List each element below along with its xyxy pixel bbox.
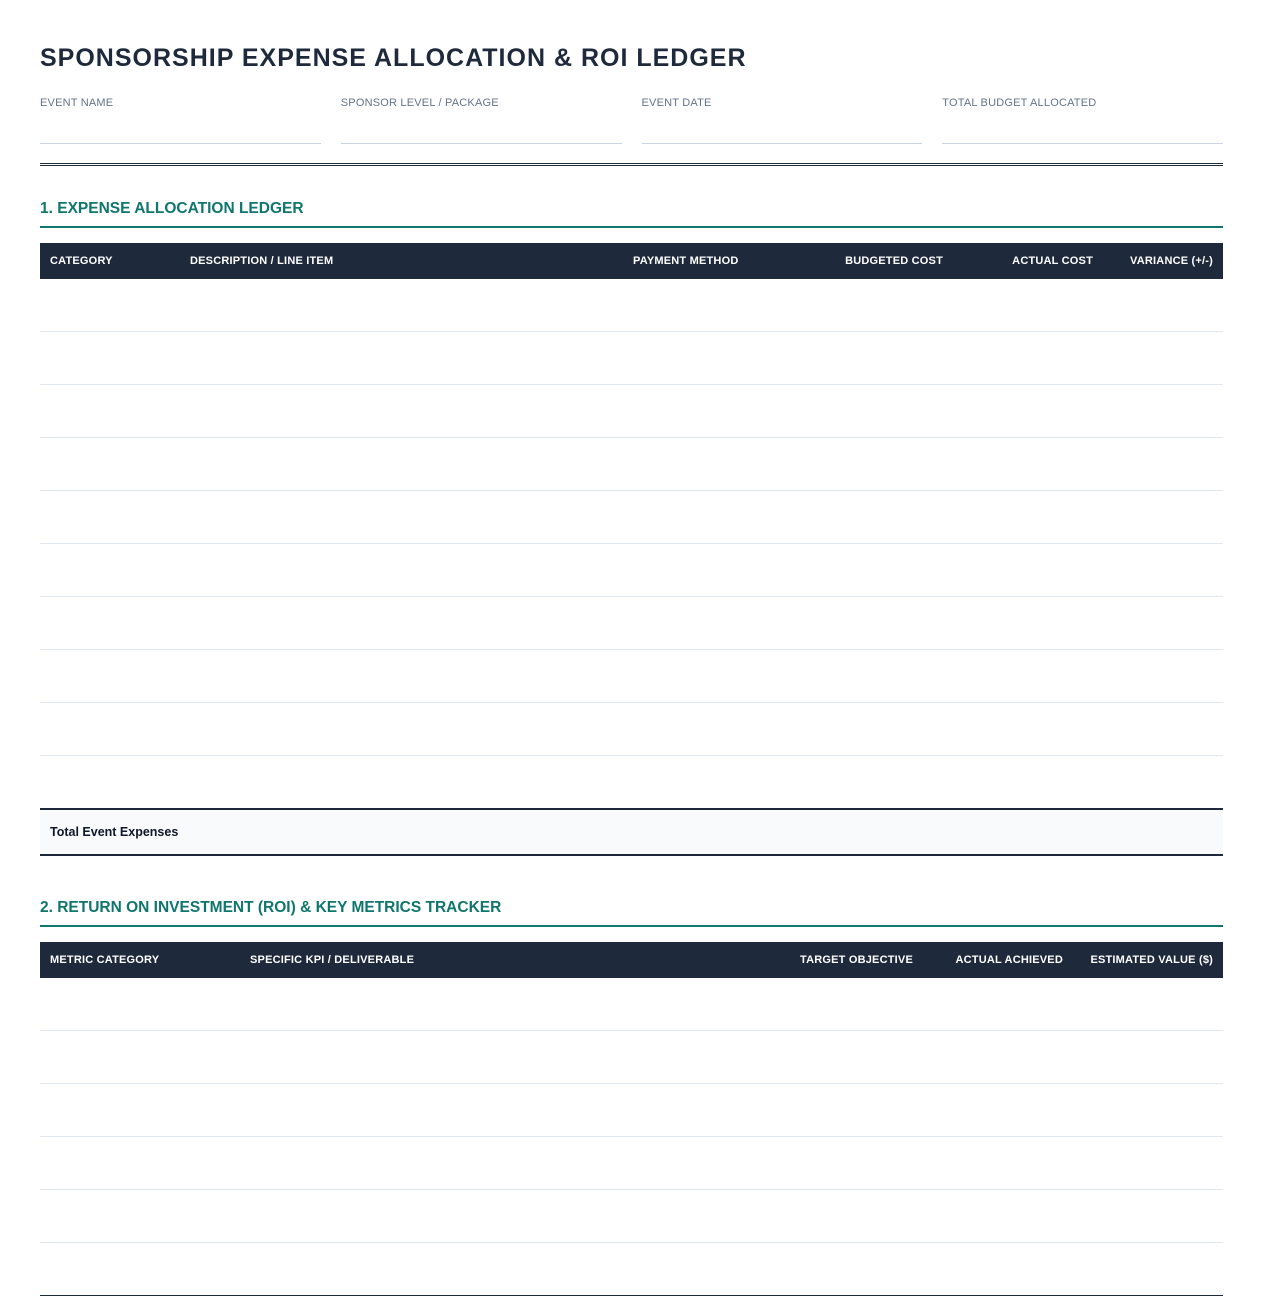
expense-row-cell[interactable] xyxy=(180,332,623,385)
sponsor-level-label: SPONSOR LEVEL / PACKAGE xyxy=(340,97,499,109)
expense-row-cell[interactable] xyxy=(783,332,953,385)
expense-row-cell[interactable] xyxy=(180,279,623,332)
total-budget-field[interactable] xyxy=(942,97,1223,144)
expense-row-cell[interactable] xyxy=(623,491,783,544)
expense-row-cell[interactable] xyxy=(40,597,180,650)
column-header-actual-achieved: ACTUAL ACHIEVED xyxy=(955,954,1063,966)
expense-row-cell[interactable] xyxy=(623,438,783,491)
event-info-row xyxy=(40,97,1223,144)
expense-row-cell[interactable] xyxy=(623,279,783,332)
expense-row xyxy=(40,385,1223,438)
column-header-payment-method: PAYMENT METHOD xyxy=(633,255,739,267)
expense-row-cell[interactable] xyxy=(40,756,180,810)
column-header-description: DESCRIPTION / LINE ITEM xyxy=(190,255,334,267)
expense-row-cell[interactable] xyxy=(1103,703,1223,756)
roi-row-cell[interactable] xyxy=(240,1031,770,1084)
column-header-budgeted-cost: BUDGETED COST xyxy=(845,255,943,267)
expense-row-cell[interactable] xyxy=(1103,438,1223,491)
roi-header-row xyxy=(40,942,1223,978)
roi-row-cell[interactable] xyxy=(770,1243,923,1296)
roi-row-cell[interactable] xyxy=(1073,1084,1223,1137)
expense-row-cell[interactable] xyxy=(783,279,953,332)
header-divider xyxy=(40,163,1223,166)
roi-row-cell[interactable] xyxy=(770,1137,923,1190)
expense-row-cell[interactable] xyxy=(180,756,623,810)
expense-row xyxy=(40,597,1223,650)
expense-row-cell[interactable] xyxy=(783,438,953,491)
page-title: SPONSORSHIP EXPENSE ALLOCATION & ROI LEDGER xyxy=(40,44,747,72)
roi-row-cell[interactable] xyxy=(770,978,923,1031)
expense-row xyxy=(40,544,1223,597)
expense-header-row xyxy=(40,243,1223,279)
expense-row-cell[interactable] xyxy=(783,385,953,438)
expense-row-cell[interactable] xyxy=(953,544,1103,597)
roi-row xyxy=(40,1190,1223,1243)
expense-section-title: 1. EXPENSE ALLOCATION LEDGER xyxy=(40,200,1223,228)
expense-row-cell[interactable] xyxy=(953,438,1103,491)
expense-row xyxy=(40,756,1223,810)
roi-row-cell[interactable] xyxy=(1073,1190,1223,1243)
roi-row-cell[interactable] xyxy=(240,1084,770,1137)
expense-row-cell[interactable] xyxy=(180,597,623,650)
total-expenses-label: Total Event Expenses xyxy=(40,809,1223,855)
expense-row xyxy=(40,332,1223,385)
expense-row xyxy=(40,438,1223,491)
expense-row-cell[interactable] xyxy=(783,597,953,650)
expense-row xyxy=(40,650,1223,703)
expense-row-cell[interactable] xyxy=(783,650,953,703)
roi-row-cell[interactable] xyxy=(240,1243,770,1296)
event-name-field[interactable] xyxy=(40,97,321,144)
expense-row-cell[interactable] xyxy=(180,703,623,756)
roi-row-cell[interactable] xyxy=(923,1243,1073,1296)
expense-row xyxy=(40,703,1223,756)
expense-row-cell[interactable] xyxy=(40,279,180,332)
expense-row-cell[interactable] xyxy=(623,544,783,597)
expense-row-cell[interactable] xyxy=(40,703,180,756)
expense-row-cell[interactable] xyxy=(40,491,180,544)
roi-row-cell[interactable] xyxy=(1073,1243,1223,1296)
roi-row-cell[interactable] xyxy=(40,1031,240,1084)
expense-row-cell[interactable] xyxy=(180,438,623,491)
expense-row-cell[interactable] xyxy=(953,650,1103,703)
expense-row-cell[interactable] xyxy=(783,703,953,756)
expense-row-cell[interactable] xyxy=(623,756,783,810)
roi-row-cell[interactable] xyxy=(923,978,1073,1031)
expense-row-cell[interactable] xyxy=(623,332,783,385)
roi-row-cell[interactable] xyxy=(770,1031,923,1084)
expense-row-cell[interactable] xyxy=(1103,597,1223,650)
expense-row-cell[interactable] xyxy=(953,491,1103,544)
event-date-field[interactable] xyxy=(642,97,923,144)
expense-row-cell[interactable] xyxy=(40,650,180,703)
expense-row-cell[interactable] xyxy=(1103,491,1223,544)
expense-row-cell[interactable] xyxy=(953,597,1103,650)
column-header-target-objective: TARGET OBJECTIVE xyxy=(799,954,913,966)
roi-row-cell[interactable] xyxy=(923,1190,1073,1243)
expense-row-cell[interactable] xyxy=(953,385,1103,438)
roi-row-cell[interactable] xyxy=(923,1084,1073,1137)
event-name-label: EVENT NAME xyxy=(40,97,114,109)
roi-row xyxy=(40,1137,1223,1190)
expense-row-cell[interactable] xyxy=(783,544,953,597)
roi-row xyxy=(40,1084,1223,1137)
roi-row-cell[interactable] xyxy=(1073,1137,1223,1190)
expense-row-cell[interactable] xyxy=(40,385,180,438)
expense-row-cell[interactable] xyxy=(1103,279,1223,332)
expense-row-cell[interactable] xyxy=(40,332,180,385)
expense-row-cell[interactable] xyxy=(180,385,623,438)
expense-row xyxy=(40,279,1223,332)
expense-row-cell[interactable] xyxy=(1103,332,1223,385)
expense-row-cell[interactable] xyxy=(180,650,623,703)
column-header-estimated-value: ESTIMATED VALUE ($) xyxy=(1090,954,1213,966)
roi-row-cell[interactable] xyxy=(1073,1031,1223,1084)
expense-row-cell[interactable] xyxy=(40,544,180,597)
expense-row-cell[interactable] xyxy=(953,756,1103,810)
roi-row-cell[interactable] xyxy=(40,1084,240,1137)
roi-row-cell[interactable] xyxy=(240,1190,770,1243)
roi-row-cell[interactable] xyxy=(770,1084,923,1137)
column-header-kpi: SPECIFIC KPI / DELIVERABLE xyxy=(250,954,415,966)
column-header-variance: VARIANCE (+/-) xyxy=(1130,255,1213,267)
roi-row-cell[interactable] xyxy=(240,1137,770,1190)
expense-row-cell[interactable] xyxy=(1103,385,1223,438)
roi-row-cell[interactable] xyxy=(40,1243,240,1296)
expense-row-cell[interactable] xyxy=(40,438,180,491)
roi-row xyxy=(40,978,1223,1031)
expense-row-cell[interactable] xyxy=(623,597,783,650)
total-expenses-row xyxy=(40,809,1223,855)
roi-row-cell[interactable] xyxy=(40,978,240,1031)
expense-row-cell[interactable] xyxy=(180,491,623,544)
roi-row xyxy=(40,1243,1223,1296)
roi-row-cell[interactable] xyxy=(240,978,770,1031)
roi-row-cell[interactable] xyxy=(923,1031,1073,1084)
column-header-category: CATEGORY xyxy=(50,255,113,267)
expense-row-cell[interactable] xyxy=(1103,544,1223,597)
expense-row-cell[interactable] xyxy=(953,332,1103,385)
event-date-label: EVENT DATE xyxy=(641,97,712,109)
expense-row-cell[interactable] xyxy=(1103,650,1223,703)
sponsor-level-field[interactable] xyxy=(341,97,622,144)
expense-row-cell[interactable] xyxy=(953,703,1103,756)
roi-row-cell[interactable] xyxy=(40,1137,240,1190)
expense-row-cell[interactable] xyxy=(180,544,623,597)
total-budget-label: TOTAL BUDGET ALLOCATED xyxy=(942,97,1097,109)
expense-row xyxy=(40,491,1223,544)
roi-row xyxy=(40,1031,1223,1084)
expense-row-cell[interactable] xyxy=(623,650,783,703)
column-header-actual-cost: ACTUAL COST xyxy=(1012,255,1093,267)
expense-row-cell[interactable] xyxy=(623,703,783,756)
expense-row-cell[interactable] xyxy=(623,385,783,438)
expense-row-cell[interactable] xyxy=(1103,756,1223,810)
expense-ledger-table xyxy=(40,243,1223,856)
expense-row-cell[interactable] xyxy=(783,756,953,810)
roi-section-title: 2. RETURN ON INVESTMENT (ROI) & KEY METRICS TRACKER xyxy=(40,899,1223,927)
column-header-metric-category: METRIC CATEGORY xyxy=(50,954,160,966)
roi-row-cell[interactable] xyxy=(923,1137,1073,1190)
roi-row-cell[interactable] xyxy=(40,1190,240,1243)
expense-row-cell[interactable] xyxy=(783,491,953,544)
roi-metrics-table xyxy=(40,942,1223,1296)
expense-row-cell[interactable] xyxy=(953,279,1103,332)
roi-row-cell[interactable] xyxy=(1073,978,1223,1031)
roi-row-cell[interactable] xyxy=(770,1190,923,1243)
